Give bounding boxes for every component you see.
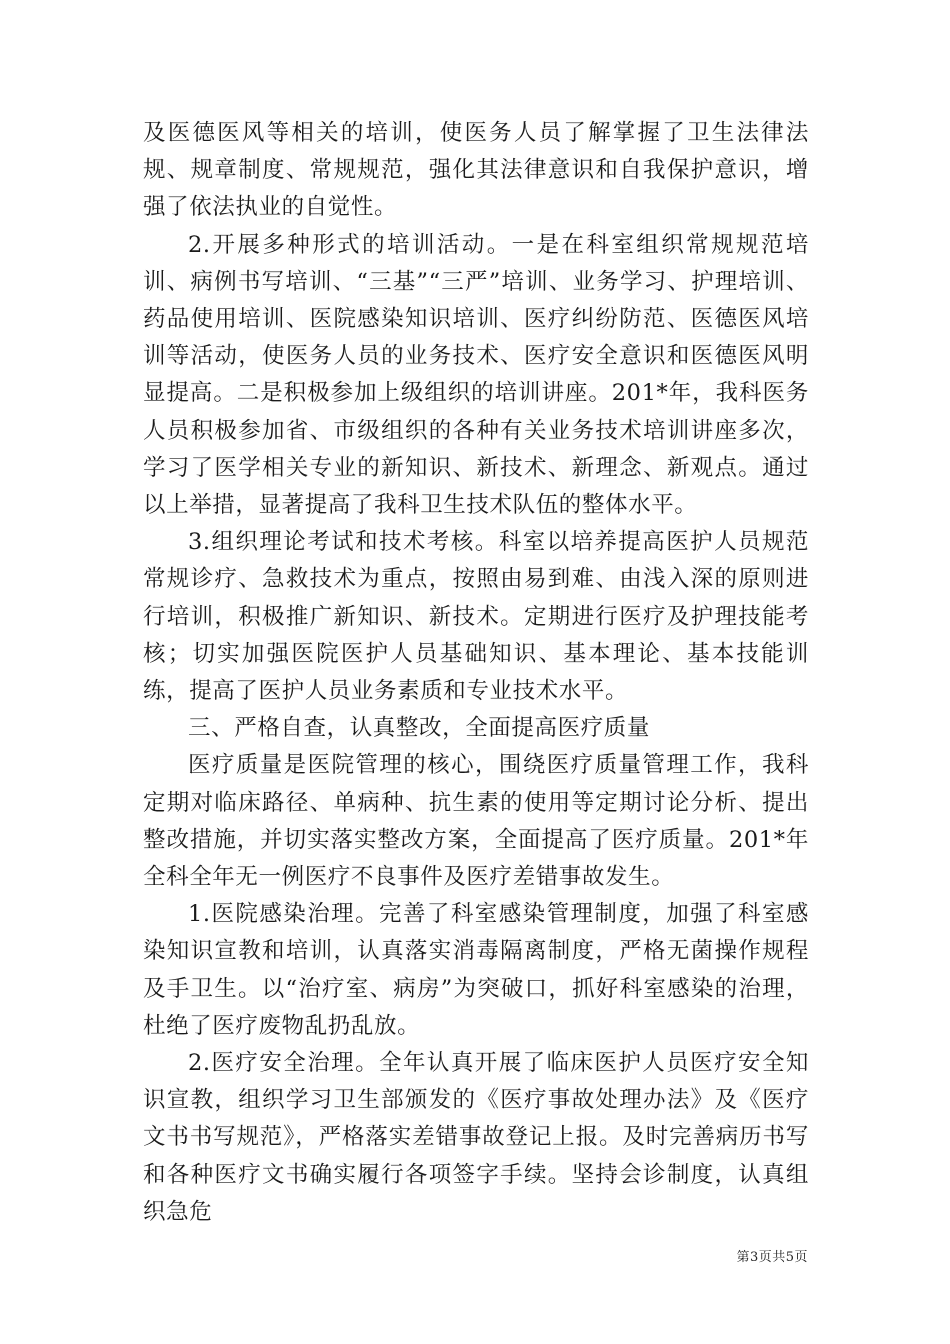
document-body xyxy=(143,115,809,1231)
paragraph-infection-control: 1.医院感染治理。完善了科室感染管理制度，加强了科室感染知识宣教和培训，认真落实消毒隔离制度，严格无菌操作规程及手卫生。以“治疗室、病房”为突破口，抓好科室感染的治理，杜绝了医疗废物乱扔乱放。 xyxy=(143,901,809,1039)
section-heading-quality: 三、严格自查，认真整改，全面提高医疗质量 xyxy=(188,715,651,742)
paragraph-medical-quality: 医疗质量是医院管理的核心，围绕医疗质量管理工作，我科定期对临床路径、单病种、抗生素的使用等定期讨论分析、提出整改措施，并切实落实整改方案，全面提高了医疗质量。201*年全科全年无一例医疗不良事件及医疗差错事故发生。 xyxy=(143,752,809,891)
page-number-footer: 第3页共5页 xyxy=(736,1250,808,1265)
paragraph-medical-safety: 2.医疗安全治理。全年认真开展了临床医护人员医疗安全知识宣教，组织学习卫生部颁发的《医疗事故处理办法》及《医疗文书书写规范》，严格落实差错事故登记上报。及时完善病历书写和各种医疗文书确实履行各项签字手续。坚持会诊制度，认真组织急危 xyxy=(143,1050,809,1225)
paragraph-exams-assessment: 3.组织理论考试和技术考核。科室以培养提高医护人员规范常规诊疗、急救技术为重点，按照由易到难、由浅入深的原则进行培训，积极推广新知识、新技术。定期进行医疗及护理技能考核；切实加强医院医护人员基础知识、基本理论、基本技能训练，提高了医护人员业务素质和专业技术水平。 xyxy=(143,529,809,705)
paragraph-continued-training: 及医德医风等相关的培训，使医务人员了解掌握了卫生法律法规、规章制度、常规规范，强化其法律意识和自我保护意识，增强了依法执业的自觉性。 xyxy=(143,120,809,221)
paragraph-training-activities: 2.开展多种形式的培训活动。一是在科室组织常规规范培训、病例书写培训、“三基”“三严”培训、业务学习、护理培训、药品使用培训、医院感染知识培训、医疗纠纷防范、医德医风培训等活动，使医务人员的业务技术、医疗安全意识和医德医风明显提高。二是积极参加上级组织的培训讲座。201*年，我科医务人员积极参加省、市级组织的各种有关业务技术培训讲座多次，学习了医学相关专业的新知识、新技术、新理念、新观点。通过以上举措，显著提高了我科卫生技术队伍的整体水平。 xyxy=(143,231,809,519)
